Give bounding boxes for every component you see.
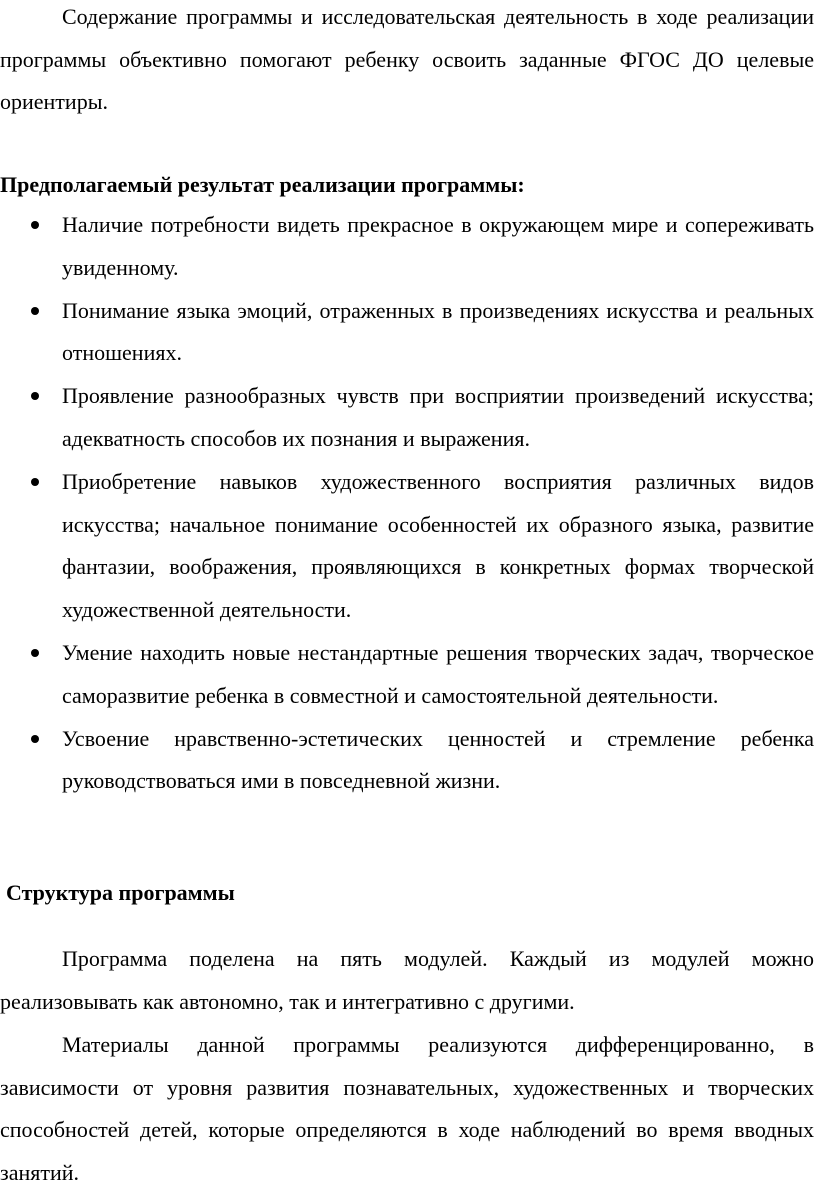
list-item: Понимание языка эмоций, отраженных в произведениях искусства и реальных отношениях. [0,290,814,376]
list-item: Усвоение нравственно-эстетических ценностей и стремление ребенка руководствоваться ими в повседневной жизни. [0,718,814,804]
list-item: Наличие потребности видеть прекрасное в окружающем мире и сопереживать увиденному. [0,204,814,290]
structure-heading: Структура программы [6,880,235,905]
list-item: Приобретение навыков художественного восприятия различных видов искусства; начальное понимание особенностей их образного языка, развитие фантазии, воображения, проявляющихся в конкретных формах творческой художественной деятельности. [0,461,814,632]
intro-paragraph: Содержание программы и исследовательская деятельность в ходе реализации программы объективно помогают ребенку освоить заданные ФГОС ДО целевые ориентиры. [0,4,814,115]
list-item: Умение находить новые нестандартные решения творческих задач, творческое саморазвитие ребенка в совместной и самостоятельной деятельности. [0,632,814,718]
list-item: Проявление разнообразных чувств при восприятии произведений искусства; адекватность способов их познания и выражения. [0,375,814,461]
structure-paragraph: Программа поделена на пять модулей. Каждый из модулей можно реализовывать как автономно, так и интегративно с другими. [0,946,814,1014]
results-list [0,204,816,803]
structure-paragraph: Материалы данной программы реализуются дифференцированно, в зависимости от уровня развития познавательных, художественных и творческих способностей детей, которые определяются в ходе наблюдений во время вводных занятий. [0,1032,814,1185]
results-heading: Предполагаемый результат реализации программы: [0,172,525,197]
